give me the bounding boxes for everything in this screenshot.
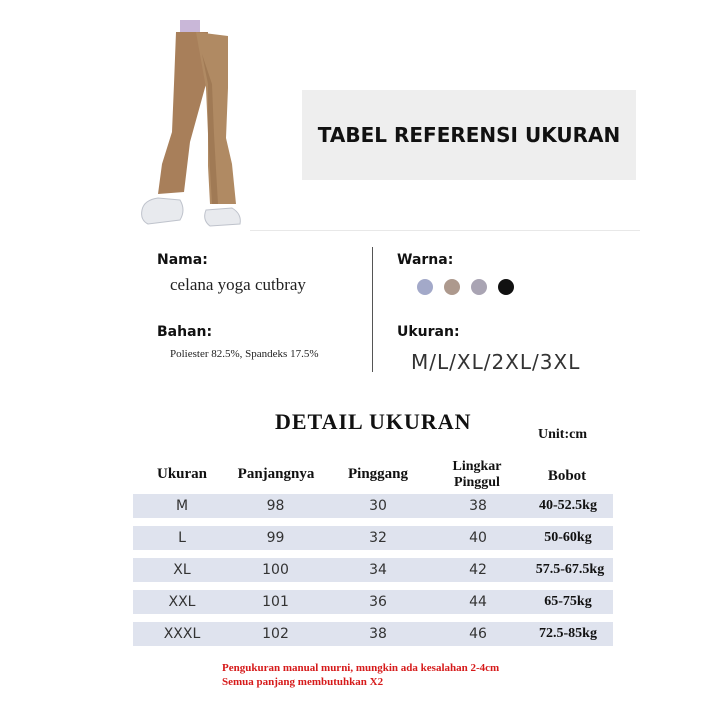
cell-waist: 30 (369, 498, 387, 514)
table-row (133, 622, 613, 646)
cell-weight: 72.5-85kg (539, 626, 597, 641)
cell-waist: 34 (369, 562, 387, 578)
table-row (133, 590, 613, 614)
header-hip (440, 459, 514, 491)
header-waist: Pinggang (347, 466, 408, 482)
cell-size: XXXL (163, 626, 201, 642)
note-length: Semua panjang membutuhkan X2 (222, 676, 384, 688)
product-image (128, 14, 258, 234)
color-swatch-lilac (471, 279, 487, 295)
name-label: Nama: (157, 252, 208, 268)
cell-size: M (175, 498, 189, 514)
size-list: M/L/XL/2XL/3XL (411, 350, 581, 374)
cell-size: XL (173, 562, 191, 578)
cell-length: 100 (262, 562, 289, 578)
cell-waist: 36 (369, 594, 387, 610)
cell-size: XXL (168, 594, 196, 610)
header-size: Ukuran (156, 466, 208, 482)
name-value: celana yoga cutbray (170, 275, 306, 294)
cell-weight: 57.5-67.5kg (535, 562, 605, 577)
cell-length: 101 (262, 594, 289, 610)
cell-weight: 40-52.5kg (539, 498, 597, 513)
cell-length: 98 (266, 498, 285, 514)
size-label: Ukuran: (397, 324, 460, 340)
cell-size: L (178, 530, 186, 546)
cell-weight: 65-75kg (544, 594, 592, 609)
header-hip-line2: Pinggul (454, 475, 500, 490)
info-divider (372, 247, 373, 372)
color-label: Warna: (397, 252, 454, 268)
header-divider (250, 230, 640, 231)
table-row (133, 526, 613, 550)
cell-hip: 46 (469, 626, 487, 642)
cell-hip: 42 (469, 562, 487, 578)
cell-waist: 38 (369, 626, 387, 642)
material-label: Bahan: (157, 324, 213, 340)
color-swatch-taupe (444, 279, 460, 295)
color-swatch-lavender (417, 279, 433, 295)
header-weight: Bobot (547, 468, 587, 484)
cell-hip: 40 (469, 530, 487, 546)
cell-weight: 50-60kg (544, 530, 592, 545)
color-swatch-black (498, 279, 514, 295)
unit-label: Unit:cm (538, 427, 587, 442)
cell-waist: 32 (369, 530, 387, 546)
cell-hip: 38 (469, 498, 487, 514)
header-hip-line1: Lingkar (452, 459, 502, 474)
note-measurement: Pengukuran manual murni, mungkin ada kesalahan 2-4cm (222, 662, 500, 674)
table-row (133, 558, 613, 582)
header-length: Panjangnya (237, 466, 315, 482)
title-banner (302, 90, 636, 180)
page-title: TABEL REFERENSI UKURAN (317, 123, 621, 147)
cell-length: 99 (266, 530, 285, 546)
table-row (133, 494, 613, 518)
material-value: Poliester 82.5%, Spandeks 17.5% (170, 348, 319, 360)
cell-hip: 44 (469, 594, 487, 610)
cell-length: 102 (262, 626, 289, 642)
detail-title: DETAIL UKURAN (275, 409, 472, 434)
